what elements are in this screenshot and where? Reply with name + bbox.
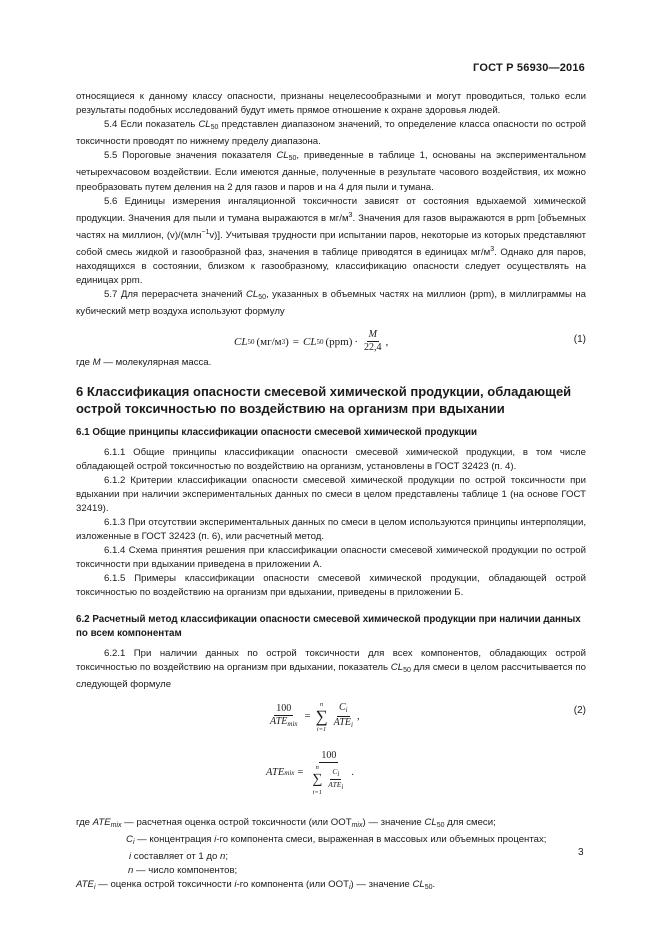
paragraph-6-1-3: 6.1.3 При отсутствии экспериментальных данных по смеси в целом используются принципы интерполяции, изложенные в ГОСТ 32423 (п. 6), или расчетный метод.	[76, 516, 586, 543]
page-number: 3	[578, 847, 584, 858]
fraction-m-over-molar: $\frac{M}{22,4}$	[364, 329, 382, 354]
paragraph-6-1-2: 6.1.2 Критерии классификации опасности смесевой химической продукции по острой токсичности при вдыхании при наличии экспериментальных данных по смеси в целом представлены таблице 1 (на основе ГОСТ 32419).	[76, 474, 586, 514]
paragraph-5-5: 5.5 Пороговые значения показателя $CL_{50}$, приведенные в таблице 1, основаны на экспериментальном четырехчасовом воздействии. Если имеются данные, полученные в результате часового воздействия, их можно преобразовать путем деления на 2 для газов и паров и на 4 для пыли и тумана.	[76, 150, 586, 193]
fraction-ci-over-atei: $\frac{C_i}{ATE_i}$	[333, 702, 353, 730]
paragraph-intro: относящиеся к данному классу опасности, признаны нецелесообразными и могут проводиться, только если результаты подобных исследований будут иметь прямое отношение к охране здоровья людей.	[76, 91, 586, 117]
page-body	[76, 90, 586, 895]
equation-number-2: (2)	[573, 704, 586, 716]
definition-ate-i: $ATE_i$ — оценка острой токсичности i-го компонента (или $ООТ_i$) — значение $CL_{50}$.	[76, 878, 436, 891]
fraction-ci-over-atei-small: $\frac{Ci}{\text{ATEi}}$	[328, 767, 344, 792]
paragraph-where-m: где M — молекулярная масса.	[76, 357, 212, 369]
summation-symbol-small: n ∑ i=1	[312, 763, 323, 796]
paragraph-6-1-4: 6.1.4 Схема принятия решения при классификации опасности смесевой химической продукции по острой токсичности при вдыхании приведена в приложении А.	[76, 545, 586, 571]
definition-i: i составляет от 1 до n;	[129, 850, 229, 862]
definition-n: n — число компонентов;	[128, 864, 238, 876]
paragraph-5-4: 5.4 Если показатель $CL_{50}$ представлен диапазоном значений, то определение класса опасности по острой токсичности проводят по нижнему пределу диапазона.	[76, 119, 587, 148]
variable-definitions	[76, 816, 586, 895]
paragraph-5-7: 5.7 Для перерасчета значений $CL_{50}$, указанных в объемных частях на миллион (ppm), в миллиграммы на кубический метр воздуха используют формулу	[76, 289, 586, 318]
paragraph-6-1-1: 6.1.1 Общие принципы классификации опасности смесевой химической продукции, в том числе обладающей острой токсичностью по воздействию на организм, установлены в ГОСТ 32423 (п. 4).	[76, 446, 586, 472]
formula-2-line-2: ATE mix = 100 n ∑ i=1 $\frac{Ci}{\text{ATEi}}$ .	[266, 749, 354, 796]
equation-number-1: (1)	[573, 334, 586, 346]
standard-header: ГОСТ Р 56930—2016	[473, 62, 585, 74]
fraction-100-over-ate-mix: $\frac{100}{ATE_{mix}}$	[270, 703, 298, 729]
section-6-1-title: 6.1 Общие принципы классификации опасности смесевой химической продукции	[76, 426, 478, 438]
section-6-2-title: 6.2 Расчетный метод классификации опасности смесевой химической продукции при наличии данных по всем компонентам	[76, 613, 581, 639]
paragraph-6-2-1: 6.2.1 При наличии данных по острой токсичности для всех компонентов, обладающих острой токсичностью по воздействию на организм при вдыхании, показатель $CL_{50}$ для смеси в целом рассчитывается по следующей формуле	[76, 647, 587, 690]
definition-ate-mix: где $ATE_{mix}$ — расчетная оценка острой токсичности (или $ООТ_{mix}$) — значение $CL_{50}$ для смеси;	[76, 816, 496, 829]
formula-1	[76, 327, 586, 353]
formula-2-line-1: $\frac{100}{ATE_{mix}}$ = n ∑ i=1 $\frac{C_i}{ATE_i}$ ,	[270, 700, 360, 733]
formula-1-expression: CL 50 (мг/м 3 ) = CL 50 (ppm) · $\frac{M}{22,4}$ ,	[234, 329, 389, 354]
formula-2	[76, 696, 586, 816]
section-6-title: 6 Классификация опасности смесевой химической продукции, обладающей острой токсичностью по воздействию на организм при вдыхании	[76, 383, 572, 416]
definition-ci: $C_i$ — концентрация i-го компонента смеси, выраженная в массовых или объемных процентах;	[126, 833, 547, 846]
summation-symbol: n ∑ i=1	[315, 700, 328, 733]
paragraph-5-6: 5.6 Единицы измерения ингаляционной токсичности зависят от состояния вдыхаемой химической продукции. Значения для пыли и тумана выражаются в $мг/м^3$. Значения для газов выражаются в ppm [объемных частях на миллион, (v)/(млн$^{-1}$v)]. Учитывая трудности при испытании паров, некоторые из которых представляют собой смесь жидкой и газообразной фаз, значения в таблице приводятся в единицах $мг/м^3$. Однако для паров, находящихся в состоянии, близком к газообразному, классификацию опасности следует осуществлять на единицах ppm.	[76, 195, 586, 287]
fraction-100-over-sum: 100 n ∑ i=1 $\frac{Ci}{\text{ATEi}}$	[312, 749, 344, 796]
paragraph-6-1-5: 6.1.5 Примеры классификации опасности смесевой химической продукции, обладающей острой токсичностью по воздействию на организм при вдыхании, приведены в приложении Б.	[76, 573, 586, 599]
